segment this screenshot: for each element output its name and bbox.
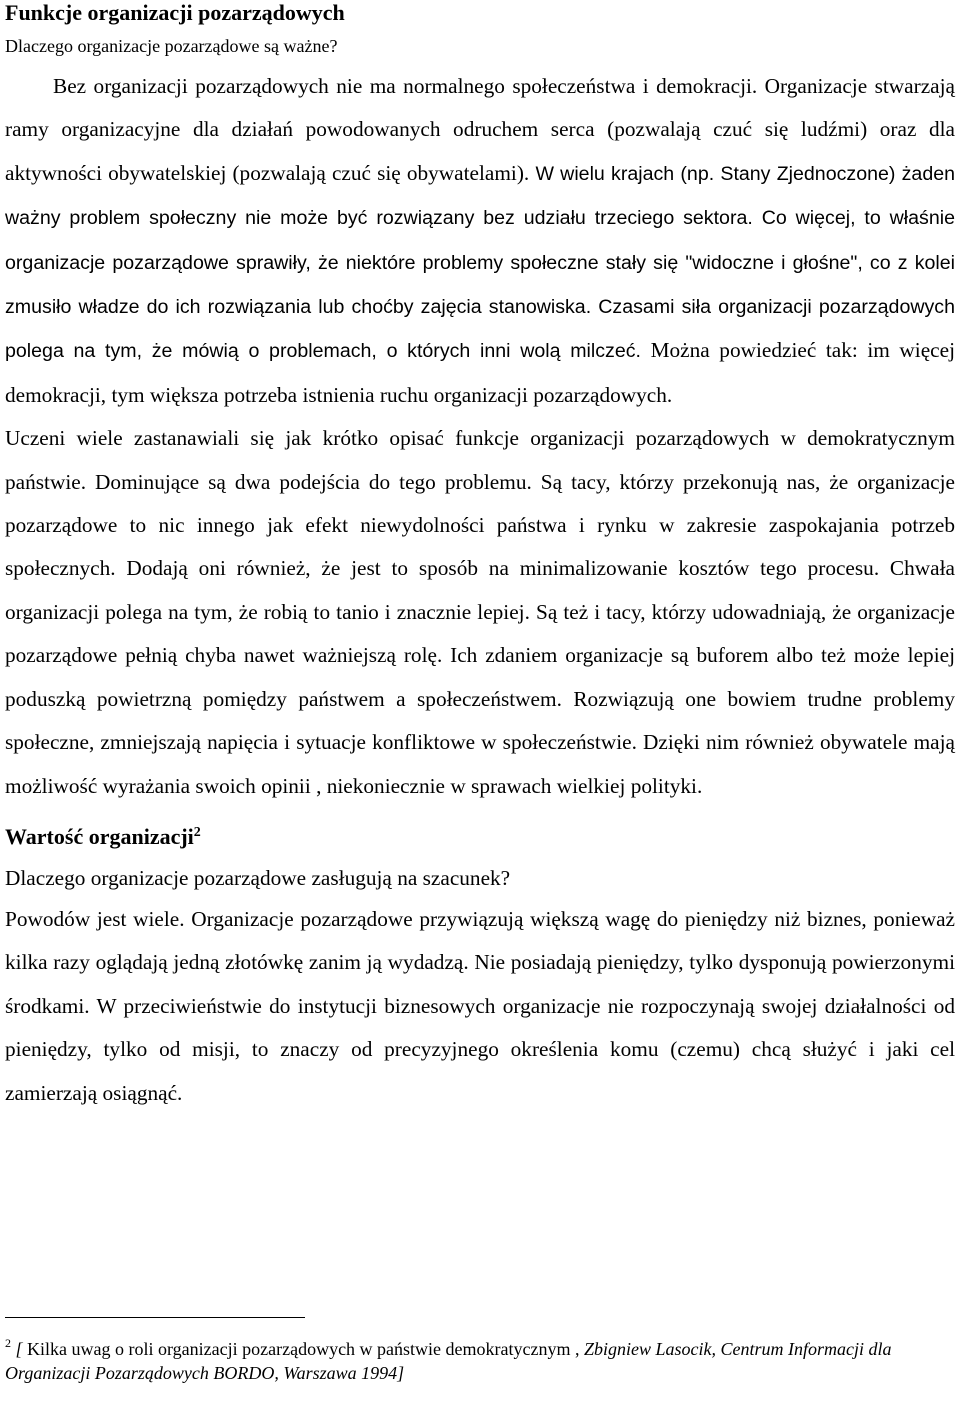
page-subtitle: Dlaczego organizacje pozarządowe są ważne?	[5, 36, 338, 56]
section-heading-value	[5, 814, 955, 856]
page-title: Funkcje organizacji pozarządowych	[5, 0, 345, 25]
footnote	[5, 1331, 955, 1385]
paragraph-importance-serif: Bez organizacji pozarządowych nie ma normalnego społeczeństwa i demokracji. Organizacje stwarzają ramy organizacyjne dla działań powodowanych odruchem serca (pozwalają czuć się ludźmi) oraz dla aktywności obywatelskiej (pozwalają czuć się obywatelami).	[5, 74, 955, 185]
paragraph-functions: Uczeni wiele zastanawiali się jak krótko opisać funkcje organizacji pozarządowych w demokratycznym państwie. Dominujące są dwa podejścia do tego problemu. Są tacy, którzy przekonują nas, że organizacje pozarządowe to nic innego jak efekt niewydolności państwa i rynku w zakresie zaspokajania potrzeb społecznych. Dodają oni również, że jest to sposób na minimalizowanie kosztów tego procesu. Chwała organizacji polega na tym, że robią to tanio i znacznie lepiej. Są też i tacy, którzy udowadniają, że organizacje pozarządowe pełnią chyba nawet ważniejszą rolę. Ich zdaniem organizacje są buforem albo też może lepiej poduszką powietrzną pomiędzy państwem a społeczeństwem. Rozwiązują one bowiem trudne problemy społeczne, zmniejszają napięcia i sytuacje konfliktowe w społeczeństwie. Dzięki nim również obywatele mają możliwość wyrażania swoich opinii , niekoniecznie w sprawach wielkiej polityki.	[5, 426, 955, 798]
footnote-number: 2	[5, 1336, 11, 1350]
paragraph-importance-sans: W wielu krajach (np. Stany Zjednoczone) żaden ważny problem społeczny nie może być rozwiązany bez udziału trzeciego sektora. Co więcej, to właśnie organizacje pozarządowe sprawiły, że niektóre problemy społeczne stały się "widoczne i głośne", co z kolei zmusiło władze do ich rozwiązania lub choćby zajęcia stanowiska. Czasami siła organizacji pozarządowych polega na tym, że mówią o problemach, o których inni wolą milczeć.	[5, 162, 956, 363]
paragraph-importance-end: Można powiedzieć tak: im więcej demokracji, tym większa potrzeba istnienia ruchu organizacji pozarządowych.	[5, 338, 956, 407]
section-heading-text: Wartość organizacji	[5, 823, 194, 849]
footnote-separator-text: ,	[570, 1339, 584, 1359]
footnote-source: Zbigniew Lasocik, Centrum Informacji dla Organizacji Pozarządowych BORDO, Warszawa 1994]	[5, 1339, 892, 1383]
paragraph-value: Powodów jest wiele. Organizacje pozarządowe przywiązują większą wagę do pieniędzy niż biznes, ponieważ kilka razy oglądają jedną złotówkę zanim ją wydadzą. Nie posiadają pieniędzy, tylko dysponują powierzonymi środkami. W przeciwieństwie do instytucji biznesowych organizacje nie rozpoczynają swojej działalności od pieniędzy, tylko od misji, to znaczy od precyzyjnego określenia komu (czemu) chcą służyć i jaki cel zamierzają osiągnąć.	[5, 906, 955, 1105]
footnote-reference[interactable]: 2	[193, 824, 201, 840]
footnote-open-bracket: [	[15, 1339, 28, 1359]
footnote-separator	[5, 1317, 305, 1318]
footnote-title: Kilka uwag o roli organizacji pozarządowych w państwie demokratycznym	[27, 1339, 571, 1359]
paragraph-importance	[5, 65, 955, 417]
section-question: Dlaczego organizacje pozarządowe zasługują na szacunek?	[5, 865, 511, 890]
document-page	[5, 0, 955, 1115]
